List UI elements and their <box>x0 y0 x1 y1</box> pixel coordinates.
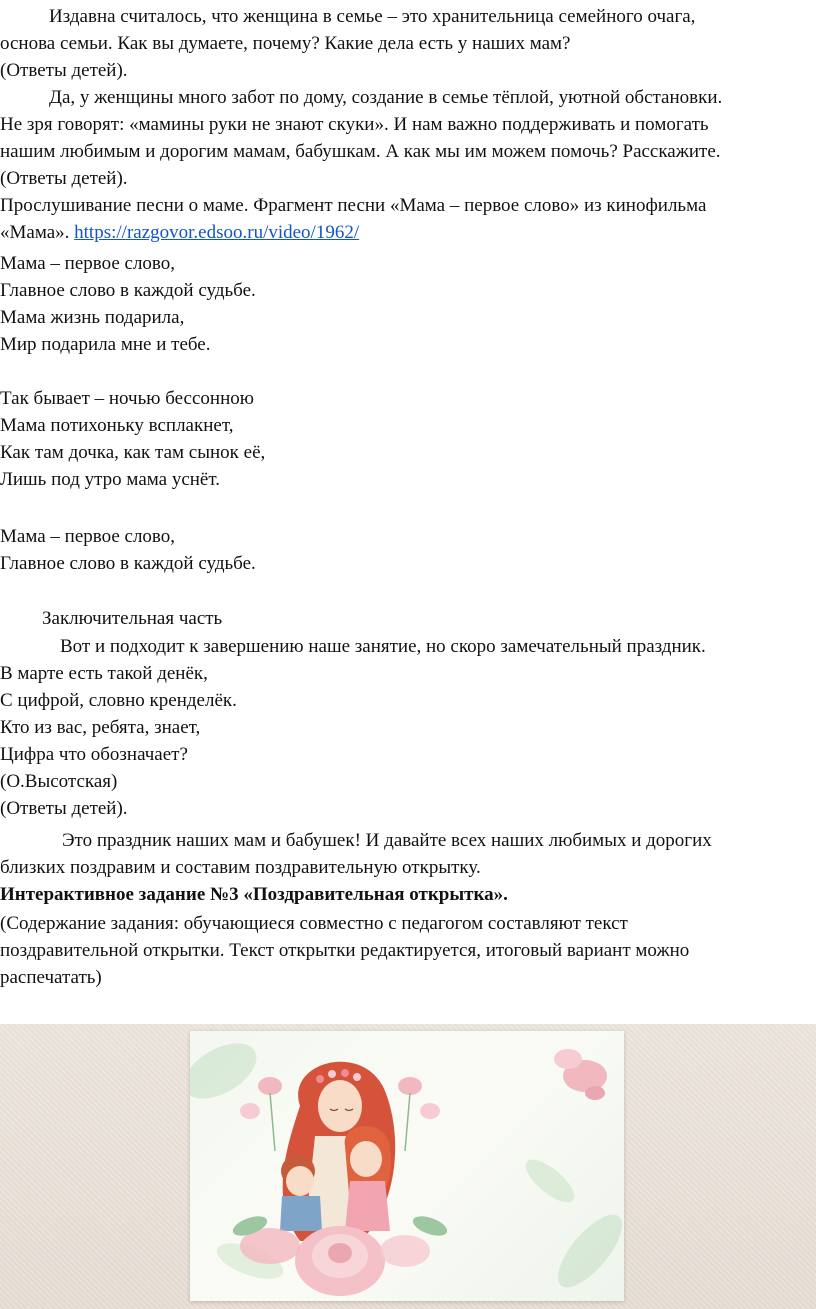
paragraph-line: Прослушивание песни о маме. Фрагмент песни «Мама – первое слово» из кинофильма <box>0 195 707 216</box>
poem-line: Цифра что обозначает? <box>0 744 188 765</box>
mother-children-illustration <box>190 1031 624 1301</box>
song-line: Так бывает – ночью бессонною <box>0 388 254 409</box>
paragraph-line: нашим любимым и дорогим мамам, бабушкам. А как мы им можем помочь? Расскажите. <box>0 141 721 162</box>
paragraph-line: Не зря говорят: «мамины руки не знают скуки». И нам важно поддерживать и помогать <box>0 114 709 135</box>
task-description-line: (Содержание задания: обучающиеся совместно с педагогом составляют текст <box>0 913 628 934</box>
poem-author: (О.Высотская) <box>0 771 118 792</box>
song-line: Главное слово в каждой судьбе. <box>0 553 256 574</box>
poem-line: С цифрой, словно кренделёк. <box>0 690 237 711</box>
paragraph-line: (Ответы детей). <box>0 798 128 819</box>
task-description-line: распечатать) <box>0 967 102 988</box>
task-title: Интерактивное задание №3 «Поздравительная открытка». <box>0 884 508 905</box>
paragraph-text: «Мама». <box>0 222 75 243</box>
paragraph-line: (Ответы детей). <box>0 60 128 81</box>
poem-line: В марте есть такой денёк, <box>0 663 208 684</box>
section-heading: Заключительная часть <box>42 608 223 629</box>
song-line: Мама жизнь подарила, <box>0 307 185 328</box>
video-link[interactable]: https://razgovor.edsoo.ru/video/1962/ <box>74 222 360 243</box>
song-line: Мама – первое слово, <box>0 526 176 547</box>
paragraph-line: Вот и подходит к завершению наше занятие, но скоро замечательный праздник. <box>60 636 706 657</box>
task-description-line: поздравительной открытки. Текст открытки редактируется, итоговый вариант можно <box>0 940 690 961</box>
pink-flower-icon <box>554 1049 607 1100</box>
paragraph-line-with-link <box>0 220 359 246</box>
paragraph-line: Это праздник наших мам и бабушек! И давайте всех наших любимых и дорогих <box>62 830 712 851</box>
song-line: Как там дочка, как там сынок её, <box>0 442 266 463</box>
paragraph-line: основа семьи. Как вы думаете, почему? Какие дела есть у наших мам? <box>0 33 571 54</box>
paragraph-line: Издавна считалось, что женщина в семье – это хранительница семейного очага, <box>49 6 696 27</box>
song-line: Мама – первое слово, <box>0 253 176 274</box>
paragraph-line: (Ответы детей). <box>0 168 128 189</box>
poem-line: Кто из вас, ребята, знает, <box>0 717 201 738</box>
song-line: Лишь под утро мама уснёт. <box>0 469 220 490</box>
song-line: Мама потихоньку всплакнет, <box>0 415 234 436</box>
paragraph-line: близких поздравим и составим поздравительную открытку. <box>0 857 481 878</box>
rose-icon <box>295 1226 385 1296</box>
song-line: Главное слово в каждой судьбе. <box>0 280 256 301</box>
song-line: Мир подарила мне и тебе. <box>0 334 211 355</box>
paragraph-line: Да, у женщины много забот по дому, создание в семье тёплой, уютной обстановки. <box>49 87 723 108</box>
greeting-card-illustration <box>190 1031 624 1301</box>
